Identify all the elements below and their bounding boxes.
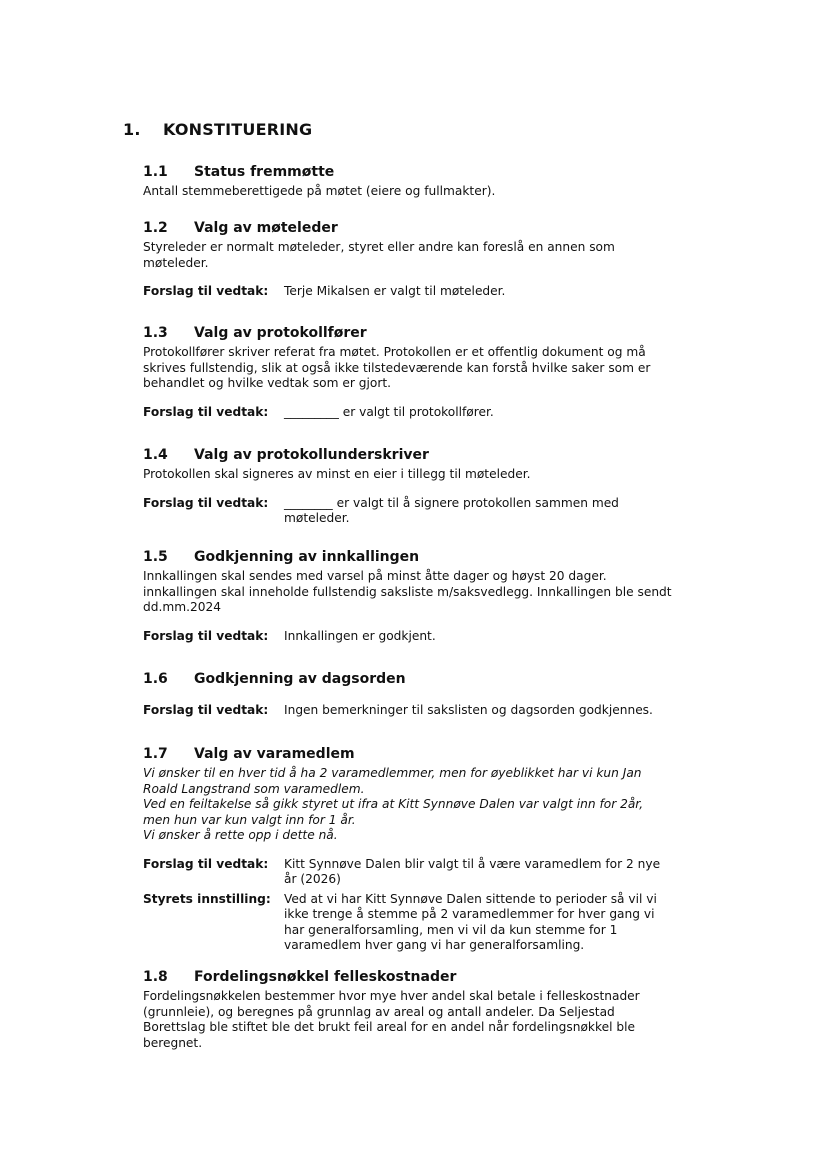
proposal-value-line: Kitt Synnøve Dalen blir valgt til å være varamedlem for 2 nye: [284, 856, 661, 871]
body-text: beregnet.: [143, 1035, 203, 1050]
section-heading: [143, 548, 703, 566]
section-title: Status fremmøtte: [194, 164, 335, 180]
proposal-value: Ingen bemerkninger til sakslisten og dagsorden godkjennes.: [284, 703, 653, 717]
proposal-value: [284, 857, 703, 888]
proposal-label: Forslag til vedtak:: [143, 628, 269, 643]
proposal-row: [143, 703, 703, 719]
section-number: 1.4: [143, 447, 168, 463]
proposal-label: Forslag til vedtak:: [143, 856, 269, 871]
proposal-label: Forslag til vedtak:: [143, 495, 269, 510]
chapter-heading: [123, 120, 312, 139]
body-text: Protokollfører skriver referat fra møtet. Protokollen er et offentlig dokument og må: [143, 345, 646, 359]
body-text: møteleder.: [143, 255, 209, 270]
body-text: innkallingen skal inneholde fullstendig saksliste m/saksvedlegg. Innkallingen ble sendt: [143, 584, 672, 599]
proposal-label: Forslag til vedtak:: [143, 703, 269, 717]
body-text: dd.mm.2024: [143, 600, 221, 614]
section-number: 1.2: [143, 220, 168, 236]
proposal-value: Innkallingen er godkjent.: [284, 628, 436, 643]
body-text-italic: Roald Langstrand som varamedlem.: [143, 781, 365, 796]
body-text: skrives fullstendig, slik at også ikke tilstedeværende kan forstå hvilke saker som er: [143, 360, 651, 375]
section-heading: [143, 163, 703, 181]
section-1-7: [143, 745, 703, 954]
recommendation-value-line: har generalforsamling, men vi vil da kun stemme for 1: [284, 922, 618, 937]
proposal-value: _________ er valgt til protokollfører.: [284, 404, 494, 419]
section-1-1: [143, 163, 703, 200]
section-title: Godkjenning av innkallingen: [194, 549, 420, 565]
section-title: Valg av møteleder: [194, 220, 338, 236]
section-number: 1.6: [143, 671, 168, 687]
section-heading: [143, 219, 703, 237]
proposal-row: [143, 405, 703, 421]
proposal-label: Forslag til vedtak:: [143, 404, 269, 419]
section-title: Fordelingsnøkkel felleskostnader: [194, 969, 457, 985]
recommendation-value: [284, 892, 703, 954]
section-1-6: [143, 670, 703, 719]
section-1-8: [143, 968, 703, 1051]
body-text: behandlet og hvilke vedtak som er gjort.: [143, 376, 391, 390]
body-text: Protokollen skal signeres av minst en eier i tillegg til møteleder.: [143, 467, 531, 481]
section-title: Valg av protokollfører: [194, 325, 367, 341]
body-text-italic: Vi ønsker å rette opp i dette nå.: [143, 828, 338, 842]
recommendation-value-line: ikke trenge å stemme på 2 varamedlemmer for hver gang vi: [284, 907, 655, 921]
section-number: 1.8: [143, 969, 168, 985]
body-text: (grunnleie), og beregnes på grunnlag av areal og antall andeler. Da Seljestad: [143, 1004, 615, 1019]
body-text-italic: Ved en feiltakelse så gikk styret ut ifra at Kitt Synnøve Dalen var valgt inn for 2år,: [143, 797, 644, 811]
board-recommendation-row: [143, 892, 703, 954]
section-title: Valg av varamedlem: [194, 746, 355, 762]
proposal-value-line: år (2026): [284, 872, 341, 886]
proposal-value: Terje Mikalsen er valgt til møteleder.: [284, 284, 506, 298]
section-1-4: [143, 446, 703, 527]
section-1-5: [143, 548, 703, 644]
recommendation-value-line: Ved at vi har Kitt Synnøve Dalen sittende to perioder så vil vi: [284, 891, 657, 906]
body-text-italic: men hun var kun valgt inn for 1 år.: [143, 812, 356, 827]
section-1-2: [143, 219, 703, 300]
proposal-label: Forslag til vedtak:: [143, 284, 269, 298]
body-text: Antall stemmeberettigede på møtet (eiere og fullmakter).: [143, 184, 496, 198]
section-1-3: [143, 324, 703, 420]
section-number: 1.7: [143, 746, 168, 762]
section-heading: [143, 968, 703, 986]
chapter-title: KONSTITUERING: [163, 120, 313, 139]
proposal-value: [284, 496, 703, 527]
section-number: 1.1: [143, 164, 168, 180]
proposal-row: [143, 857, 703, 888]
proposal-row: [143, 284, 703, 300]
section-heading: [143, 324, 703, 342]
proposal-row: [143, 496, 703, 527]
proposal-row: [143, 629, 703, 645]
body-text: Innkallingen skal sendes med varsel på minst åtte dager og høyst 20 dager.: [143, 569, 607, 583]
section-number: 1.5: [143, 549, 168, 565]
section-title: Godkjenning av dagsorden: [194, 671, 406, 687]
proposal-value-line: ________ er valgt til å signere protokollen sammen med: [284, 495, 619, 510]
body-text-italic: Vi ønsker til en hver tid å ha 2 varamedlemmer, men for øyeblikket har vi kun Jan: [143, 766, 642, 780]
recommendation-value-line: varamedlem hver gang vi har generalforsamling.: [284, 938, 585, 952]
section-heading: [143, 670, 703, 688]
proposal-value-line: møteleder.: [284, 511, 350, 525]
section-heading: [143, 745, 703, 763]
chapter-number: 1.: [123, 120, 141, 139]
section-title: Valg av protokollunderskriver: [194, 447, 429, 463]
body-text: Fordelingsnøkkelen bestemmer hvor mye hver andel skal betale i felleskostnader: [143, 989, 640, 1003]
section-number: 1.3: [143, 325, 168, 341]
body-text: Styreleder er normalt møteleder, styret eller andre kan foreslå en annen som: [143, 240, 615, 254]
recommendation-label: Styrets innstilling:: [143, 891, 271, 906]
section-heading: [143, 446, 703, 464]
body-text: Borettslag ble stiftet ble det brukt feil areal for en andel når fordelingsnøkkel ble: [143, 1020, 635, 1034]
